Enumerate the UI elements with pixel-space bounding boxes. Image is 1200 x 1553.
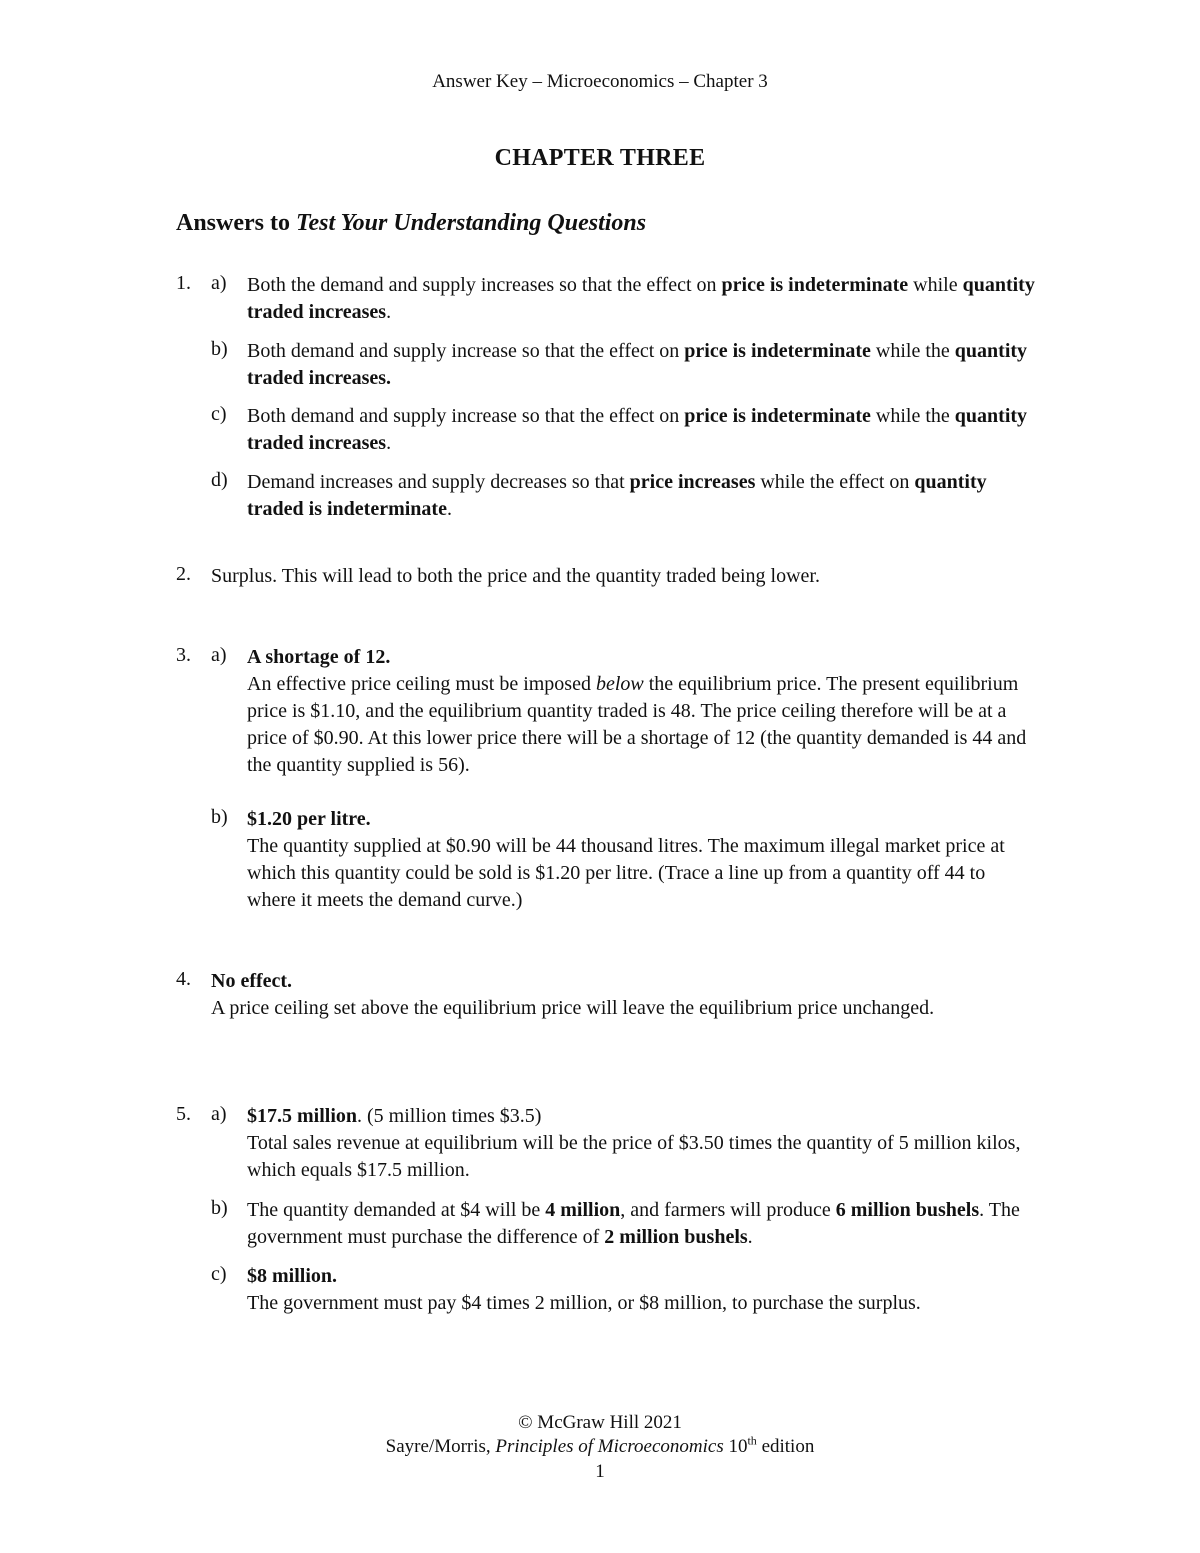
q1-number: 1. bbox=[176, 272, 191, 294]
q5b-answer bbox=[247, 1197, 1037, 1251]
q3b-text: The quantity supplied at $0.90 will be 44 thousand litres. The maximum illegal market price at which this quantity could be sold is $1.20 per litre. (Trace a line up from a quantity off 44 to where it meets the demand curve.) bbox=[247, 835, 1005, 911]
footer-edition-tail: edition bbox=[756, 1436, 815, 1457]
q1c-answer bbox=[247, 403, 1037, 457]
q1a-answer bbox=[247, 272, 1037, 326]
q1c-text-1: Both demand and supply increase so that the effect on bbox=[247, 405, 685, 427]
q1b-text-2: while the bbox=[870, 340, 955, 362]
footer-edition: 10 bbox=[723, 1436, 748, 1457]
q5-number: 5. bbox=[176, 1103, 191, 1125]
footer-author: Sayre/Morris, bbox=[385, 1436, 496, 1457]
q1a-text-1: Both the demand and supply increases so that the effect on bbox=[247, 274, 722, 296]
q4-text: A price ceiling set above the equilibrium price will leave the equilibrium price unchanged. bbox=[211, 997, 935, 1019]
q1b-answer bbox=[247, 338, 1037, 392]
q5a-answer bbox=[247, 1103, 1037, 1184]
q5b-text-2: , and farmers will produce bbox=[620, 1199, 836, 1221]
q1a-text-3: . bbox=[386, 301, 392, 323]
q3a-answer bbox=[247, 644, 1037, 779]
q1d-text-1: Demand increases and supply decreases so that bbox=[247, 471, 630, 493]
q4-answer bbox=[211, 968, 971, 1022]
footer-citation bbox=[0, 1433, 1200, 1458]
q1a-bold-2: quantity traded increases bbox=[247, 274, 1035, 323]
q5b-label: b) bbox=[211, 1197, 228, 1219]
q5c-label: c) bbox=[211, 1263, 227, 1285]
q5a-bold-answer: $17.5 million bbox=[247, 1105, 358, 1127]
running-header: Answer Key – Microeconomics – Chapter 3 bbox=[432, 71, 768, 92]
footer-copyright: © McGraw Hill 2021 bbox=[518, 1412, 682, 1433]
section-heading-italic: Test Your Understanding Questions bbox=[296, 210, 647, 236]
q1d-bold-1: price increases bbox=[629, 471, 756, 493]
q3b-answer bbox=[247, 806, 1037, 914]
q4-number: 4. bbox=[176, 968, 191, 990]
q2-answer: Surplus. This will lead to both the price and the quantity traded being lower. bbox=[211, 565, 820, 587]
q5c-answer bbox=[247, 1263, 1015, 1317]
q3a-bold-answer: A shortage of 12. bbox=[247, 646, 391, 668]
q1c-label: c) bbox=[211, 403, 227, 425]
q3a-italic: below bbox=[595, 673, 644, 695]
section-heading bbox=[176, 210, 646, 237]
q1c-text-2: while the bbox=[870, 405, 955, 427]
q3b-bold-answer: $1.20 per litre. bbox=[247, 808, 371, 830]
q5c-text: The government must pay $4 times 2 million, or $8 million, to purchase the surplus. bbox=[247, 1292, 921, 1314]
q1d-text-2: while the effect on bbox=[755, 471, 915, 493]
q3-number: 3. bbox=[176, 644, 191, 666]
q1a-label: a) bbox=[211, 272, 227, 294]
q1c-bold-1: price is indeterminate bbox=[684, 405, 871, 427]
q3b-label: b) bbox=[211, 806, 228, 828]
q1d-bold-2: quantity traded is indeterminate bbox=[247, 471, 987, 520]
q3a-text-1: An effective price ceiling must be imposed bbox=[247, 673, 596, 695]
q5a-text-1: . (5 million times $3.5) bbox=[357, 1105, 542, 1127]
q5b-text-3: . The government must purchase the difference of bbox=[247, 1199, 1020, 1248]
q5b-text-4: . bbox=[747, 1226, 753, 1248]
section-heading-prefix: Answers to bbox=[176, 210, 296, 236]
footer-edition-sup: th bbox=[747, 1433, 757, 1448]
q1d-text-3: . bbox=[446, 498, 452, 520]
q5b-bold-1: 4 million bbox=[545, 1199, 621, 1221]
q1b-text-1: Both demand and supply increase so that the effect on bbox=[247, 340, 685, 362]
footer-page-number: 1 bbox=[595, 1461, 605, 1482]
q2-number: 2. bbox=[176, 563, 191, 585]
q5b-bold-2: 6 million bushels bbox=[835, 1199, 980, 1221]
q3a-label: a) bbox=[211, 644, 227, 666]
q5c-bold-answer: $8 million. bbox=[247, 1265, 338, 1287]
q1b-bold-2: quantity traded increases. bbox=[247, 340, 1028, 389]
q1d-answer bbox=[247, 469, 1037, 523]
q1a-bold-1: price is indeterminate bbox=[721, 274, 909, 296]
q5b-bold-3: 2 million bushels bbox=[604, 1226, 748, 1248]
q3a-text-2: the equilibrium price. The present equilibrium price is $1.10, and the equilibrium quantity traded is 48. The price ceiling therefore will be at a price of $0.90. At this lower price there will be a shortage of 12 (the quantity demanded is 44 and the quantity supplied is 56). bbox=[247, 673, 1027, 776]
q1a-text-2: while bbox=[908, 274, 963, 296]
q5a-label: a) bbox=[211, 1103, 227, 1125]
footer-book-title: Principles of Microeconomics bbox=[495, 1436, 724, 1457]
q5a-text-2: Total sales revenue at equilibrium will be the price of $3.50 times the quantity of 5 million kilos, which equals $17.5 million. bbox=[247, 1132, 1021, 1181]
q5b-text-1: The quantity demanded at $4 will be bbox=[247, 1199, 546, 1221]
q1c-text-3: . bbox=[386, 432, 392, 454]
q1c-bold-2: quantity traded increases bbox=[247, 405, 1028, 454]
q4-bold-answer: No effect. bbox=[211, 970, 293, 992]
q1b-bold-1: price is indeterminate bbox=[684, 340, 871, 362]
q1d-label: d) bbox=[211, 469, 228, 491]
q1b-label: b) bbox=[211, 338, 228, 360]
chapter-title: CHAPTER THREE bbox=[494, 145, 706, 171]
